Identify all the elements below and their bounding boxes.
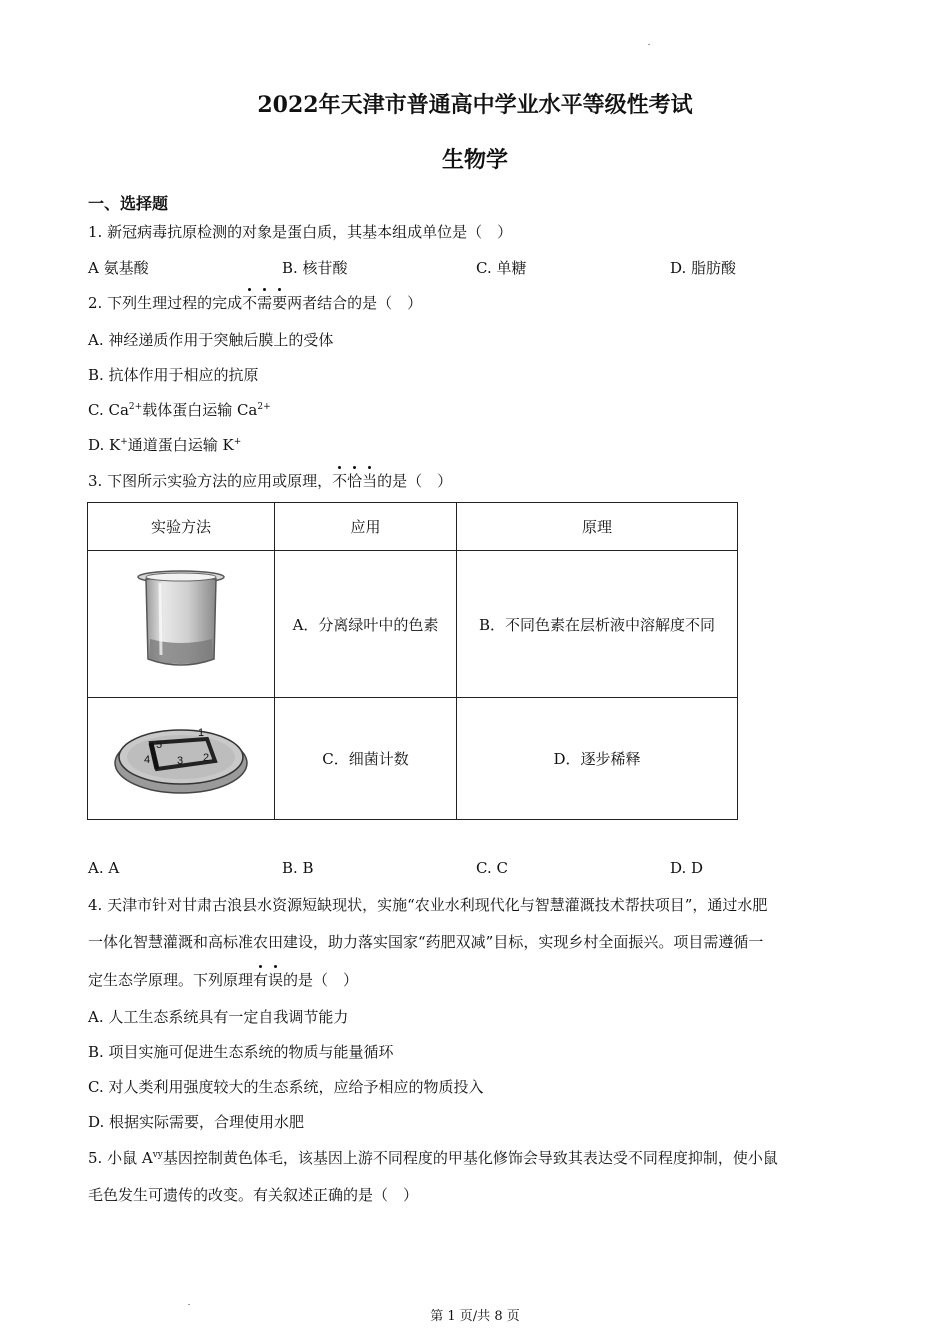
q1-option-b: B. 核苷酸 [282,259,348,277]
q3-stem [88,470,452,491]
q3-stem-pre: 3. 下图所示实验方法的应用或原理， [88,472,333,490]
q4-emph-1: 有 [253,971,269,989]
q2-d-mid: 通道蛋白运输 K [127,436,234,454]
q3-option-d: D. D [670,859,704,877]
q1-option-c: C. 单糖 [476,259,527,277]
petri-dish-streak-image [111,715,251,799]
q2-d-pre: D. K [88,436,121,454]
q2-c-pre: C. Ca [88,401,129,419]
table-row-1 [88,551,738,698]
q2-stem [88,292,422,313]
cell-application-a: A．分离绿叶中的色素 [275,551,457,698]
q3-emph-3: 当 [362,472,378,490]
plate-label-2: 2 [203,751,210,764]
q2-c-sup1: 2+ [128,402,143,412]
q2-c-mid: 载体蛋白运输 Ca [142,401,258,419]
header-application: 应用 [275,503,457,551]
q1-stem: 1. 新冠病毒抗原检测的对象是蛋白质，其基本组成单位是（ ） [88,223,513,241]
cell-principle-b: B．不同色素在层析液中溶解度不同 [457,551,738,698]
q4-line3-pre: 定生态学原理。下列原理 [88,971,254,989]
plate-cell [88,698,275,820]
q4-option-d: D. 根据实际需要，合理使用水肥 [88,1113,305,1131]
plate-label-4: 4 [144,753,151,766]
q3-stem-post: 的是（ ） [377,472,453,490]
q4-option-a: A. 人工生态系统具有一定自我调节能力 [88,1008,349,1026]
q4-line-2: 一体化智慧灌溉和高标准农田建设，助力落实国家“药肥双减”目标，实现乡村全面振兴。项目需遵循一 [88,933,764,951]
experiment-table [87,502,738,820]
q4-emph-2: 误 [268,971,284,989]
plate-label-5: 5 [156,738,163,751]
q2-c-sup2: 2+ [257,402,271,412]
subject-title: 生物学 [441,147,508,173]
page-footer: 第 1 页/共 8 页 [430,1309,520,1324]
exam-title: 2022年天津市普通高中学业水平等级性考试 [257,92,693,118]
q2-d-sup1: + [120,437,128,447]
header-principle: 原理 [457,503,738,551]
q2-emph-2: 需 [257,294,273,312]
beaker-cell [88,551,275,698]
q5-line1-sup: vy [152,1150,163,1160]
chromatography-beaker-image [126,567,236,677]
q4-option-b: B. 项目实施可促进生态系统的物质与能量循环 [88,1043,394,1061]
q5-line-1 [88,1147,778,1168]
plate-label-1: 1 [198,726,205,739]
header-method: 实验方法 [88,503,275,551]
q4-line3-post: 的是（ ） [283,971,359,989]
section-heading: 一、选择题 [88,194,169,213]
cell-principle-d: D．逐步稀释 [457,698,738,820]
scan-speck-top [648,44,650,45]
q3-option-a: A. A [88,859,120,877]
q2-emph-1: 不 [242,294,258,312]
q5-line1-pre: 5. 小鼠 A [88,1149,153,1167]
q2-option-a: A. 神经递质作用于突触后膜上的受体 [88,331,334,349]
q3-option-c: C. C [476,859,508,877]
table-row-2 [88,698,738,820]
q2-option-b: B. 抗体作用于相应的抗原 [88,366,259,384]
plate-label-3: 3 [177,754,184,767]
q3-option-b: B. B [282,859,314,877]
q5-line-2: 毛色发生可遗传的改变。有关叙述正确的是（ ） [88,1186,419,1204]
q4-option-c: C. 对人类利用强度较大的生态系统，应给予相应的物质投入 [88,1078,484,1096]
q1-option-a: A 氨基酸 [88,259,149,277]
q5-line1-post: 基因控制黄色体毛，该基因上游不同程度的甲基化修饰会导致其表达受不同程度抑制，使小鼠 [162,1149,778,1167]
table-header-row [88,503,738,551]
q4-line-1: 4. 天津市针对甘肃古浪县水资源短缺现状，实施“农业水利现代化与智慧灌溉技术帮扶项目”，通过水肥 [88,896,768,914]
q2-emph-3: 要 [272,294,288,312]
q1-option-d: D. 脂肪酸 [670,259,737,277]
q2-option-c [88,399,271,420]
q2-option-d [88,434,241,455]
q2-stem-pre: 2. 下列生理过程的完成 [88,294,243,312]
q3-emph-1: 不 [332,472,348,490]
q2-stem-post: 两者结合的是（ ） [287,294,423,312]
q4-line-3 [88,969,358,990]
cell-application-c: C．细菌计数 [275,698,457,820]
q2-d-sup2: + [233,437,242,447]
q3-emph-2: 恰 [347,472,363,490]
